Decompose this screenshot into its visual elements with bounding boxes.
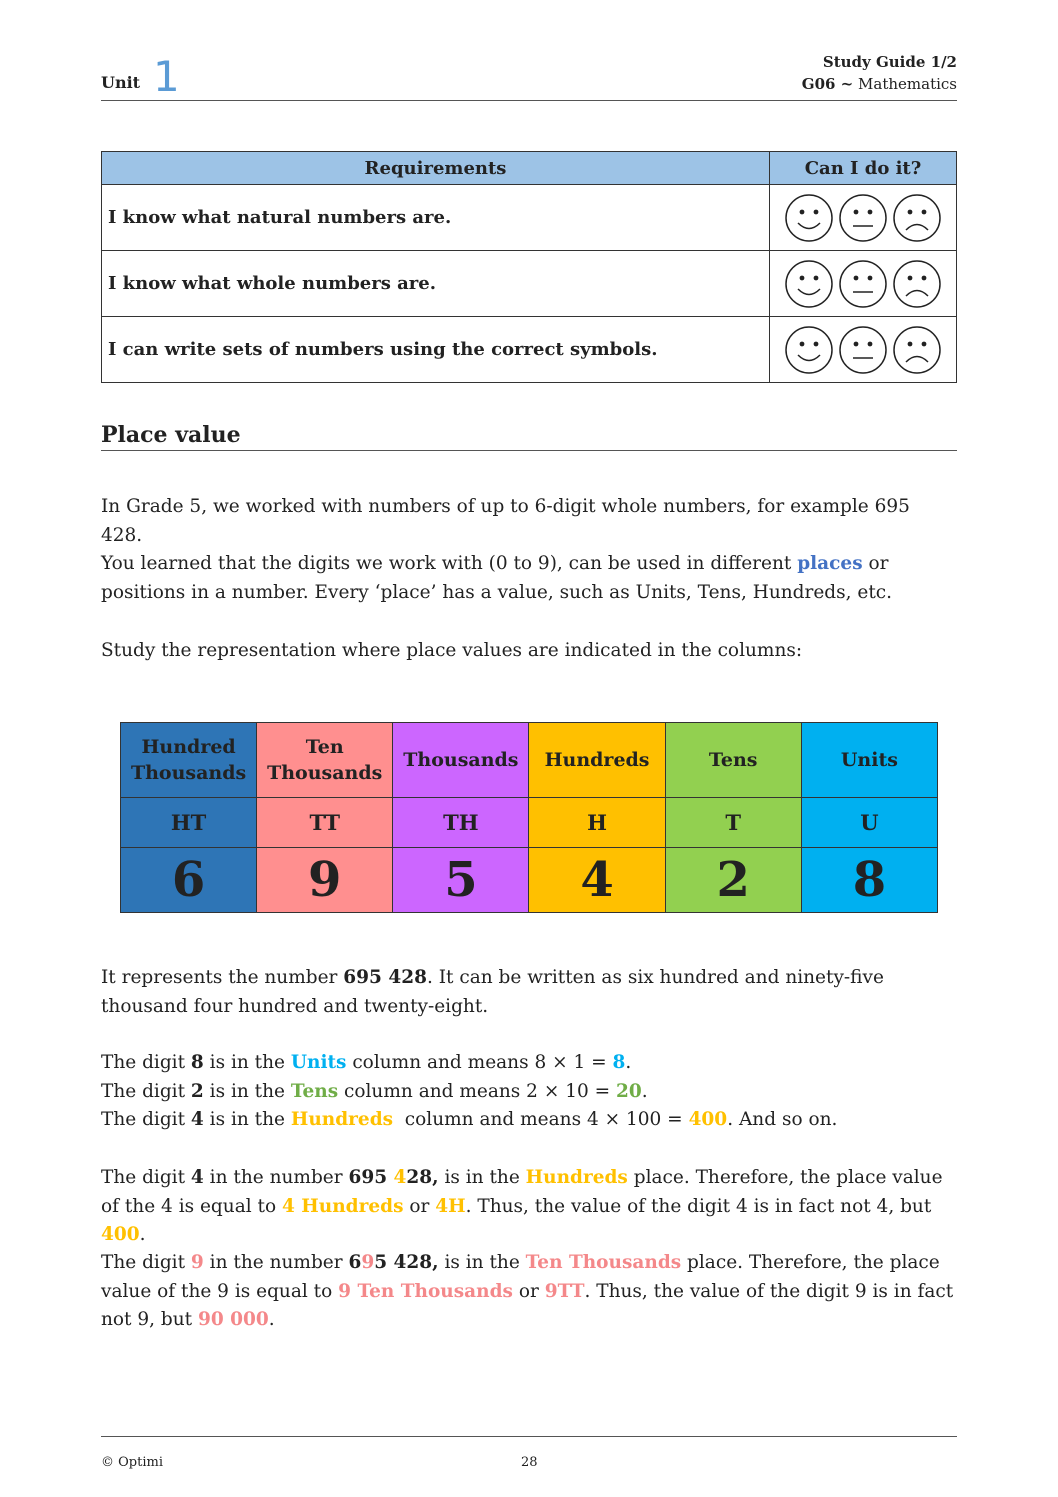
hundreds-abbr: 4H xyxy=(435,1195,466,1217)
place-name-cell: Hundreds xyxy=(529,723,665,798)
place-digit-cell: 8 xyxy=(801,848,937,913)
place-abbr-cell: T xyxy=(665,798,801,848)
text-run: . And so on. xyxy=(727,1109,838,1130)
unit-label: Unit xyxy=(101,73,141,92)
self-assessment-faces xyxy=(770,317,957,383)
text-run: in the number xyxy=(203,1167,349,1188)
text-run: place. Therefore, the place value of the 9 is equal to xyxy=(101,1252,940,1302)
place-abbr-cell: HT xyxy=(121,798,257,848)
text-run: column and means 2 × 10 = xyxy=(338,1080,617,1102)
ten-thousands-value: 90 000 xyxy=(197,1309,269,1330)
tens-value: 20 xyxy=(616,1080,642,1102)
requirement-text: I can write sets of numbers using the correct symbols. xyxy=(102,317,770,383)
units-value: 8 xyxy=(612,1052,626,1073)
page-number: 28 xyxy=(521,1455,538,1470)
hundreds-value: 400 xyxy=(688,1109,728,1130)
place-digit-cell: 2 xyxy=(665,848,801,913)
text-run: . xyxy=(268,1309,275,1330)
text-run: column and means 8 × 1 = xyxy=(346,1052,613,1073)
neutral-face-icon[interactable] xyxy=(838,259,888,309)
copyright: © Optimi xyxy=(101,1455,163,1470)
number-part: 28, xyxy=(406,1167,439,1188)
paragraph-study: Study the representation where place values are indicated in the columns: xyxy=(101,640,803,661)
place-name-cell: Ten Thousands xyxy=(257,723,393,798)
page-footer xyxy=(101,1436,957,1470)
text-run: You learned that the digits we work with (0 to 9), can be used in different xyxy=(101,553,798,574)
units-keyword: Units xyxy=(290,1052,347,1073)
requirements-table xyxy=(101,151,957,383)
text-run: in the number xyxy=(203,1252,349,1273)
requirement-text: I know what natural numbers are. xyxy=(102,185,770,251)
self-assessment-faces xyxy=(770,251,957,317)
text-run: or xyxy=(512,1280,545,1302)
text-run: or positions in a number. Every ‘place’ has a value, such as Units, Tens, Hundreds, etc. xyxy=(101,553,893,603)
place-name-cell: Thousands xyxy=(393,723,529,798)
place-digit-cell: 9 xyxy=(257,848,393,913)
text-run: The digit xyxy=(101,1052,191,1073)
text-run: It represents the number xyxy=(101,967,344,988)
neutral-face-icon[interactable] xyxy=(838,193,888,243)
place-digit-cell: 5 xyxy=(393,848,529,913)
paragraph-places xyxy=(101,550,957,607)
requirements-column-header: Requirements xyxy=(102,152,770,185)
text-run: . Thus, the value of the digit 4 is in fact not 4, but xyxy=(465,1195,932,1217)
smiley-face-icon[interactable] xyxy=(784,325,834,375)
hundreds-keyword: 4 Hundreds xyxy=(281,1195,404,1217)
ten-thousands-abbr: 9TT xyxy=(544,1280,585,1302)
digit: 4 xyxy=(190,1109,204,1130)
self-assessment-faces xyxy=(770,185,957,251)
neutral-face-icon[interactable] xyxy=(838,325,888,375)
place-abbr-cell: TH xyxy=(393,798,529,848)
units-line xyxy=(101,1049,957,1078)
smiley-face-icon[interactable] xyxy=(784,193,834,243)
text-run: . It can be written as six hundred and ninety-five thousand four hundred and twenty-eight. xyxy=(101,967,884,1017)
number-part: 695 xyxy=(348,1167,394,1188)
places-keyword: places xyxy=(797,553,863,574)
paragraph-represents xyxy=(101,964,957,1021)
text-run: The digit xyxy=(101,1252,191,1273)
hundreds-value: 400 xyxy=(101,1224,140,1245)
tens-line xyxy=(101,1078,957,1107)
text-run: place. Therefore, the place value of the 4 is equal to xyxy=(101,1167,943,1217)
highlighted-digit: 4 xyxy=(393,1167,407,1188)
text-run: column and means 4 × 100 = xyxy=(393,1109,689,1130)
place-digit-cell: 4 xyxy=(529,848,665,913)
digit: 2 xyxy=(190,1080,204,1102)
subject-line xyxy=(802,73,957,95)
place-abbr-cell: U xyxy=(801,798,937,848)
place-name-row xyxy=(121,723,938,798)
subject-name: Mathematics xyxy=(858,75,957,93)
tens-keyword: Tens xyxy=(290,1080,339,1102)
digit: 8 xyxy=(190,1052,204,1073)
hundreds-keyword: Hundreds xyxy=(525,1167,628,1188)
number-part: 6 xyxy=(348,1252,362,1273)
text-run: or xyxy=(403,1195,436,1217)
text-run: is in the xyxy=(203,1109,291,1130)
ten-thousands-keyword: Ten Thousands xyxy=(525,1252,682,1273)
place-name-cell: Tens xyxy=(665,723,801,798)
place-name-cell: Hundred Thousands xyxy=(121,723,257,798)
sad-face-icon[interactable] xyxy=(892,325,942,375)
place-digit-cell: 6 xyxy=(121,848,257,913)
hundreds-keyword: Hundreds xyxy=(290,1109,394,1130)
requirement-row xyxy=(102,317,957,383)
text-run: The digit xyxy=(101,1167,191,1188)
section-title: Place value xyxy=(101,422,957,451)
paragraph-grade5: In Grade 5, we worked with numbers of up to 6-digit whole numbers, for example 695 428. xyxy=(101,496,910,546)
requirement-text: I know what whole numbers are. xyxy=(102,251,770,317)
place-name-cell: Units xyxy=(801,723,937,798)
text-run: The digit xyxy=(101,1109,191,1130)
digit-meaning-lines xyxy=(101,1049,957,1135)
requirement-row xyxy=(102,251,957,317)
text-run: . xyxy=(139,1224,146,1245)
sad-face-icon[interactable] xyxy=(892,193,942,243)
place-abbr-cell: H xyxy=(529,798,665,848)
smiley-face-icon[interactable] xyxy=(784,259,834,309)
requirement-row xyxy=(102,185,957,251)
can-do-column-header: Can I do it? xyxy=(770,152,957,185)
highlighted-digit: 9 xyxy=(361,1252,375,1273)
text-run: is in the xyxy=(438,1252,526,1273)
number-part: 5 428, xyxy=(374,1252,439,1273)
highlighted-digit: 9 xyxy=(190,1252,204,1273)
place-digit-row xyxy=(121,848,938,913)
sad-face-icon[interactable] xyxy=(892,259,942,309)
text-run: is in the xyxy=(203,1080,291,1102)
unit-number: 1 xyxy=(153,52,180,101)
hundreds-line xyxy=(101,1106,957,1135)
text-run: . Thus, the value of the digit 9 is in fact not 9, but xyxy=(101,1280,954,1330)
place-value-table xyxy=(120,722,938,913)
study-guide-label: Study Guide 1/2 xyxy=(822,53,957,71)
grade-code: G06 ~ xyxy=(801,75,854,93)
paragraph-ten-thousands-place xyxy=(101,1249,957,1335)
text-run: is in the xyxy=(203,1052,291,1073)
number-695428: 695 428 xyxy=(343,967,427,988)
place-abbr-cell: TT xyxy=(257,798,393,848)
requirements-header-row xyxy=(102,152,957,185)
text-run: . xyxy=(625,1052,632,1073)
digit: 4 xyxy=(190,1167,204,1188)
paragraph-hundreds-place xyxy=(101,1164,957,1250)
place-abbreviation-row xyxy=(121,798,938,848)
ten-thousands-keyword: 9 Ten Thousands xyxy=(338,1280,513,1302)
text-run: . xyxy=(641,1080,648,1102)
text-run: The digit xyxy=(101,1080,191,1102)
text-run: is in the xyxy=(438,1167,526,1188)
page-header xyxy=(101,48,957,101)
guide-info xyxy=(802,51,957,95)
